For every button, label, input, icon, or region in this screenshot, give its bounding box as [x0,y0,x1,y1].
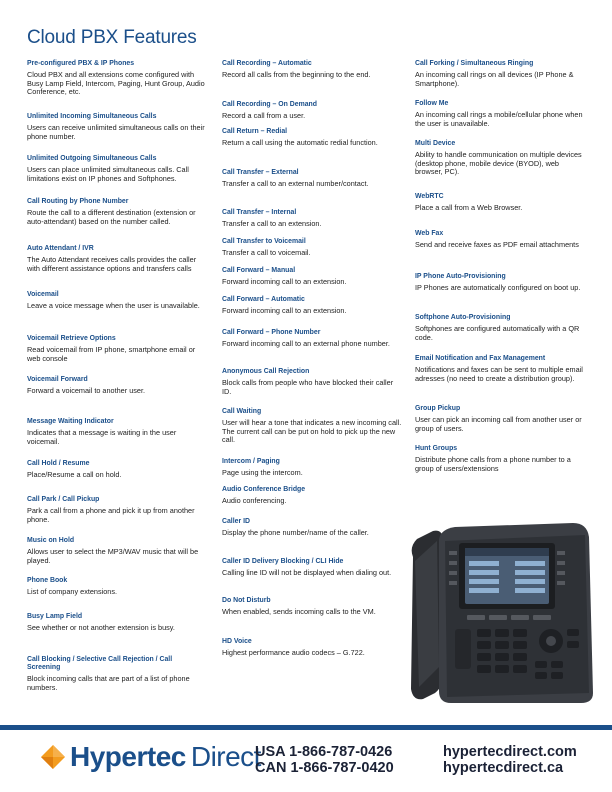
feature-description: Leave a voice message when the user is unavailable. [27,301,200,310]
feature-description: Record all calls from the beginning to the end. [222,70,371,79]
feature-description: User will hear a tone that indicates a new incoming call. The current call can be put on hold to pick up the new call. [222,418,402,445]
feature-block [222,209,402,229]
feature-block [415,355,587,383]
feature-heading: Call Transfer – Internal [222,209,297,216]
feature-block [222,638,402,658]
feature-description: Return a call using the automatic redial function. [222,138,378,147]
feature-block [222,238,402,258]
feature-description: The Auto Attendant receives calls provides the caller with different assistance options and transfers calls [27,255,197,273]
feature-heading: Call Recording – Automatic [222,60,312,67]
feature-heading: Voicemail [27,291,59,298]
feature-description: Read voicemail from IP phone, smartphone email or web console [27,345,196,363]
feature-description: Allows user to select the MP3/WAV music that will be played. [27,547,199,565]
feature-description: Page using the intercom. [222,468,303,477]
feature-heading: Auto Attendant / IVR [27,245,94,252]
feature-block [222,408,402,445]
feature-description: Place/Resume a call on hold. [27,470,122,479]
feature-heading: Call Hold / Resume [27,460,90,467]
feature-block [415,314,587,342]
phone-can: CAN 1-866-787-0420 [255,760,394,776]
feature-block [27,291,207,311]
feature-heading: Anonymous Call Rejection [222,368,310,375]
feature-description: An incoming call rings on all devices (IP Phone & Smartphone). [415,70,574,88]
feature-heading: IP Phone Auto-Provisioning [415,273,506,280]
feature-block [415,60,587,88]
feature-block [222,169,402,189]
feature-heading: Unlimited Outgoing Simultaneous Calls [27,155,157,162]
feature-description: Forward incoming call to an extension. [222,277,347,286]
footer-websites [443,744,577,776]
logo-text-direct: Direct [190,741,261,772]
feature-description: Forward a voicemail to another user. [27,386,146,395]
feature-block [27,113,207,141]
feature-heading: Caller ID Delivery Blocking / CLI Hide [222,558,344,565]
feature-block [222,60,402,80]
feature-block [27,376,207,396]
feature-heading: Voicemail Retrieve Options [27,335,116,342]
feature-heading: Pre-configured PBX & IP Phones [27,60,135,67]
website-ca[interactable]: hypertecdirect.ca [443,760,564,776]
feature-heading: Phone Book [27,577,68,584]
feature-heading: Voicemail Forward [27,376,88,383]
feature-description: Calling line ID will not be displayed when dialing out. [222,568,392,577]
feature-block [27,496,207,524]
feature-heading: Call Recording – On Demand [222,101,317,108]
feature-heading: Call Forking / Simultaneous Ringing [415,60,534,67]
feature-heading: Call Routing by Phone Number [27,198,129,205]
feature-heading: Web Fax [415,230,444,237]
feature-heading: Busy Lamp Field [27,613,83,620]
feature-heading: Group Pickup [415,405,461,412]
website-com[interactable]: hypertecdirect.com [443,744,577,760]
feature-block [222,486,402,506]
feature-description: Distribute phone calls from a phone number to a group of users/extensions [415,455,571,473]
feature-description: Highest performance audio codecs – G.722. [222,648,365,657]
feature-description: Route the call to a different destination (extension or auto-attendant) based on the number called. [27,208,196,226]
feature-block [27,577,207,597]
logo-diamond-icon [40,744,66,770]
feature-heading: Call Forward – Phone Number [222,329,321,336]
ip-phone-image [405,517,595,705]
feature-heading: Caller ID [222,518,250,525]
feature-description: Ability to handle communication on multiple devices (desktop phone, mobile device (BYOD), web browser, PC). [415,150,582,177]
feature-block [222,101,402,121]
feature-block [222,458,402,478]
feature-description: Forward incoming call to an external phone number. [222,339,390,348]
feature-description: List of company extensions. [27,587,118,596]
logo-text-hypertec: Hypertec [70,741,186,772]
feature-description: Users can place unlimited simultaneous calls. Call limitations exist on IP phones and Softphones. [27,165,189,183]
feature-heading: Call Park / Call Pickup [27,496,100,503]
feature-heading: Call Forward – Automatic [222,296,305,303]
feature-description: Softphones are configured automatically with a QR code. [415,324,580,342]
feature-heading: Intercom / Paging [222,458,280,465]
feature-description: Transfer a call to voicemail. [222,248,311,257]
feature-heading: Audio Conference Bridge [222,486,306,493]
feature-block [27,198,207,226]
feature-block [415,445,587,473]
feature-heading: Call Transfer to Voicemail [222,238,306,245]
feature-description: Transfer a call to an external number/contact. [222,179,369,188]
feature-heading: Do Not Disturb [222,597,271,604]
feature-block [222,368,402,396]
feature-description: Notifications and faxes can be sent to multiple email adresses (no need to create a distribution group). [415,365,583,383]
page-title: Cloud PBX Features [27,27,197,48]
feature-heading: Message Waiting Indicator [27,418,114,425]
feature-block [222,518,402,538]
feature-block [27,460,207,480]
hypertec-logo [40,742,261,772]
feature-block [27,60,207,97]
feature-block [415,100,587,128]
feature-block [415,405,587,433]
feature-block [415,193,587,213]
feature-heading: Call Transfer – External [222,169,299,176]
feature-block [27,335,207,363]
feature-heading: HD Voice [222,638,252,645]
feature-description: Record a call from a user. [222,111,306,120]
feature-description: When enabled, sends incoming calls to the VM. [222,607,376,616]
feature-heading: Call Forward – Manual [222,267,296,274]
feature-description: Transfer a call to an extension. [222,219,322,228]
feature-block [415,230,587,250]
feature-block [27,155,207,183]
feature-heading: Music on Hold [27,537,75,544]
feature-heading: WebRTC [415,193,444,200]
feature-description: Block calls from people who have blocked their caller ID. [222,378,394,396]
feature-block [222,597,402,617]
feature-heading: Hunt Groups [415,445,458,452]
feature-description: See whether or not another extension is busy. [27,623,175,632]
feature-block [415,273,587,293]
feature-heading: Call Waiting [222,408,262,415]
feature-description: Users can receive unlimited simultaneous calls on their phone number. [27,123,205,141]
feature-block [222,558,402,578]
feature-heading: Multi Device [415,140,456,147]
feature-heading: Softphone Auto-Provisioning [415,314,511,321]
feature-description: Audio conferencing. [222,496,287,505]
feature-description: Send and receive faxes as PDF email attachments [415,240,579,249]
feature-heading: Call Blocking / Selective Call Rejection / Call Screening [27,656,173,671]
feature-block [27,245,207,273]
feature-heading: Email Notification and Fax Management [415,355,546,362]
feature-description: Indicates that a message is waiting in the user voicemail. [27,428,177,446]
feature-block [222,267,402,287]
feature-description: Forward incoming call to an extension. [222,306,347,315]
feature-block [222,329,402,349]
feature-heading: Unlimited Incoming Simultaneous Calls [27,113,157,120]
feature-description: Place a call from a Web Browser. [415,203,523,212]
feature-heading: Follow Me [415,100,449,107]
feature-block [222,128,402,148]
feature-description: User can pick an incoming call from another user or group of users. [415,415,582,433]
footer-phone-numbers [255,744,394,776]
feature-block [27,656,207,692]
feature-block [27,418,207,446]
feature-description: IP Phones are automatically configured on boot up. [415,283,581,292]
phone-usa: USA 1-866-787-0426 [255,744,393,760]
feature-block [222,296,402,316]
feature-description: Block incoming calls that are part of a list of phone numbers. [27,674,190,692]
feature-description: Display the phone number/name of the caller. [222,528,369,537]
feature-description: Cloud PBX and all extensions come configured with Busy Lamp Field, Intercom, Paging, Hunt Group, Audio Conference, etc. [27,70,205,97]
feature-block [27,537,207,565]
feature-block [27,613,207,633]
feature-block [415,140,587,177]
feature-heading: Call Return – Redial [222,128,288,135]
feature-description: An incoming call rings a mobile/cellular phone when the user is unavailable. [415,110,583,128]
feature-description: Park a call from a phone and pick it up from another phone. [27,506,195,524]
